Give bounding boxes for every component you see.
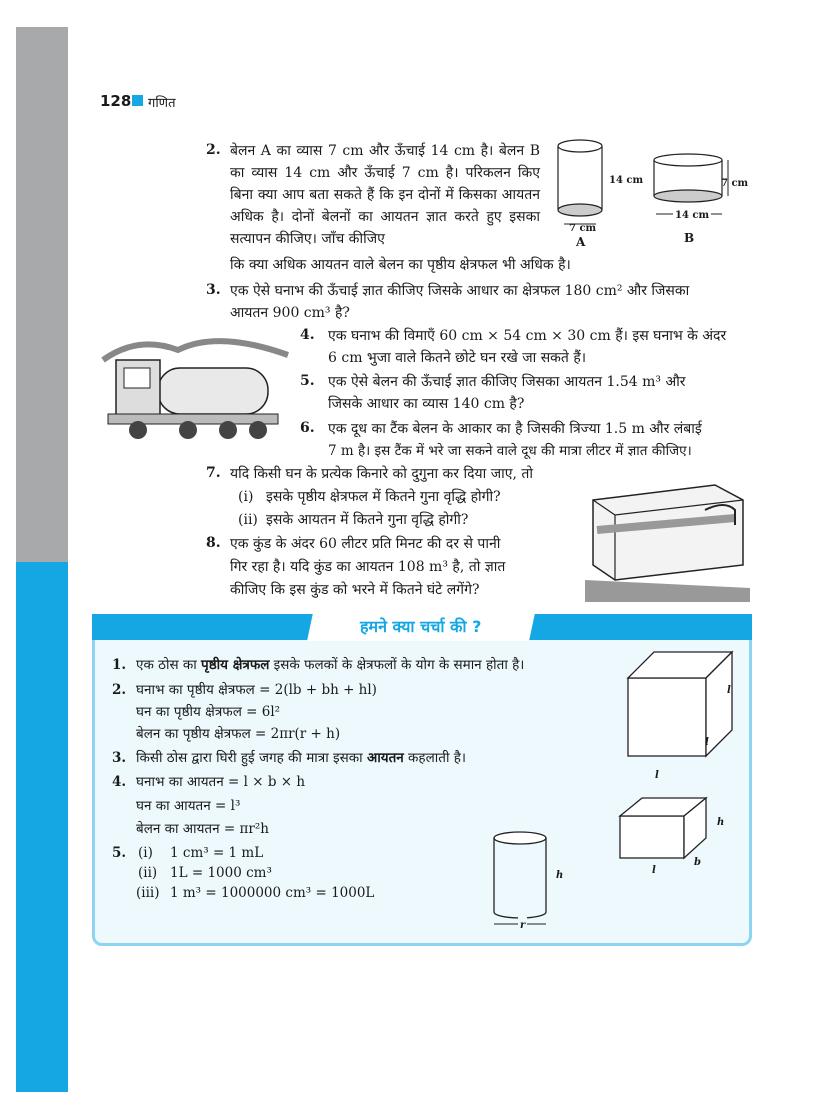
header-square-icon bbox=[132, 95, 143, 106]
cube-label-depth: l bbox=[705, 737, 709, 748]
side-margin-grey bbox=[16, 27, 68, 562]
q6-line1: एक दूध का टैंक बेलन के आकार का है जिसकी त्रिज्या 1.5 m और लंबाई bbox=[328, 421, 702, 437]
sum-p4-l1: घनाभ का आयतन = l × b × h bbox=[136, 774, 306, 790]
sum-p3-c: कहलाती है। bbox=[403, 750, 467, 766]
q6-line2: 7 m है। इस टैंक में भरे जा सकने वाले दूध की मात्रा लीटर में ज्ञात कीजिए। bbox=[328, 443, 692, 459]
cyl-a-name: A bbox=[576, 235, 586, 249]
sum-p2-l2: घन का पृष्ठीय क्षेत्रफल = 6l² bbox=[136, 704, 281, 720]
sum-p3-a: किसी ठोस द्वारा घिरी हुई जगह की मात्रा इसका bbox=[136, 750, 367, 766]
water-tank-illustration bbox=[585, 470, 750, 602]
sum-p1-a: एक ठोस का bbox=[136, 657, 202, 673]
cuboid-label-height: h bbox=[717, 817, 725, 828]
q8-number: 8. bbox=[206, 535, 221, 551]
q7-ii-text: इसके आयतन में कितने गुना वृद्धि होगी? bbox=[266, 512, 469, 528]
cuboid-figure bbox=[618, 798, 728, 868]
sum-p5-ii: (ii) bbox=[138, 865, 158, 881]
sum-p5-number: 5. bbox=[112, 845, 127, 861]
q7-ii: (ii) bbox=[238, 512, 258, 528]
sum-p5-iii-text: 1 m³ = 1000000 cm³ = 1000L bbox=[170, 885, 375, 901]
sum-p5-iii: (iii) bbox=[136, 885, 160, 901]
q3-line1: एक ऐसे घनाभ की ऊँचाई ज्ञात कीजिए जिसके आधार का क्षेत्रफल 180 cm² और जिसका bbox=[230, 283, 690, 299]
cuboid-label-length: l bbox=[652, 865, 656, 876]
q4-line2: 6 cm भुजा वाले कितने छोटे घन रखे जा सकते हैं। bbox=[328, 350, 587, 366]
q6-number: 6. bbox=[300, 420, 315, 436]
cyl-a-diameter: 7 cm bbox=[569, 223, 597, 234]
sum-p1-text bbox=[136, 655, 524, 676]
summary-title-text: हमने क्या चर्चा की ? bbox=[360, 617, 482, 636]
sum-p3-text bbox=[136, 748, 466, 769]
cube-label-height: l bbox=[727, 685, 731, 696]
side-margin-blue bbox=[16, 562, 68, 1092]
sum-p4-l2: घन का आयतन = l³ bbox=[136, 798, 241, 814]
cyl-b-diameter: 14 cm bbox=[673, 205, 711, 226]
q8-line2: गिर रहा है। यदि कुंड का आयतन 108 m³ है, तो ज्ञात bbox=[230, 559, 506, 575]
page-number: 128 bbox=[100, 92, 132, 110]
sum-p1-c: इसके फलकों के क्षेत्रफलों के योग के समान होता है। bbox=[269, 657, 525, 673]
q7-number: 7. bbox=[206, 465, 221, 481]
cylinder-label-height: h bbox=[556, 870, 564, 881]
q3-number: 3. bbox=[206, 282, 221, 298]
q8-line3: कीजिए कि इस कुंड को भरने में कितने घंटे लगेंगे? bbox=[230, 582, 480, 598]
q7-line1: यदि किसी घन के प्रत्येक किनारे को दुगुना कर दिया जाए, तो bbox=[230, 466, 533, 482]
cyl-b-name: B bbox=[684, 231, 695, 245]
cuboid-label-breadth: b bbox=[694, 857, 701, 868]
q5-line2: जिसके आधार का व्यास 140 cm है? bbox=[328, 396, 525, 412]
q7-i: (i) bbox=[238, 489, 254, 505]
sum-p5-i-text: 1 cm³ = 1 mL bbox=[170, 845, 264, 861]
sum-p3-b: आयतन bbox=[366, 750, 404, 766]
q2-number: 2. bbox=[206, 142, 221, 158]
sum-p4-number: 4. bbox=[112, 774, 127, 790]
q4-number: 4. bbox=[300, 327, 315, 343]
q2-text: बेलन A का व्यास 7 cm और ऊँचाई 14 cm है। बेलन B का व्यास 14 cm और ऊँचाई 7 cm है। परिकलन किए बिना क्या आप बता सकते हैं कि इन दोनों में किसका आयतन अधिक है। दोनों बेलनों का आयतन ज्ञात करते हुए इसका सत्यापन कीजिए। जाँच कीजिए bbox=[230, 143, 540, 247]
sum-p2-number: 2. bbox=[112, 682, 127, 698]
q5-line1: एक ऐसे बेलन की ऊँचाई ज्ञात कीजिए जिसका आयतन 1.54 m³ और bbox=[328, 374, 686, 390]
subject-title: गणित bbox=[148, 96, 176, 111]
cube-figure bbox=[620, 648, 730, 763]
q3-line2: आयतन 900 cm³ है? bbox=[230, 305, 350, 321]
sum-p3-number: 3. bbox=[112, 750, 127, 766]
sum-p1-number: 1. bbox=[112, 657, 127, 673]
sum-p5-i: (i) bbox=[138, 845, 153, 861]
q2-text-last: कि क्या अधिक आयतन वाले बेलन का पृष्ठीय क्षेत्रफल भी अधिक है। bbox=[230, 257, 571, 273]
sum-p5-ii-text: 1L = 1000 cm³ bbox=[170, 865, 272, 881]
cube-label-width: l bbox=[655, 770, 659, 781]
sum-p4-l3: बेलन का आयतन = πr²h bbox=[136, 821, 269, 837]
q4-line1: एक घनाभ की विमाएँ 60 cm × 54 cm × 30 cm हैं। इस घनाभ के अंदर bbox=[328, 328, 727, 344]
milk-tanker-illustration bbox=[98, 330, 293, 445]
cyl-b-height: 7 cm bbox=[721, 178, 749, 189]
sum-p2-l3: बेलन का पृष्ठीय क्षेत्रफल = 2πr(r + h) bbox=[136, 726, 341, 742]
cyl-a-height: 14 cm bbox=[609, 175, 644, 186]
q5-number: 5. bbox=[300, 373, 315, 389]
cylinder-label-radius: r bbox=[518, 915, 527, 936]
q8-line1: एक कुंड के अंदर 60 लीटर प्रति मिनट की दर से पानी bbox=[230, 536, 501, 552]
sum-p2-l1: घनाभ का पृष्ठीय क्षेत्रफल = 2(lb + bh + hl) bbox=[136, 682, 377, 698]
q7-i-text: इसके पृष्ठीय क्षेत्रफल में कितने गुना वृद्धि होगी? bbox=[266, 489, 501, 505]
sum-p1-b: पृष्ठीय क्षेत्रफल bbox=[201, 657, 270, 673]
summary-title bbox=[307, 613, 535, 641]
